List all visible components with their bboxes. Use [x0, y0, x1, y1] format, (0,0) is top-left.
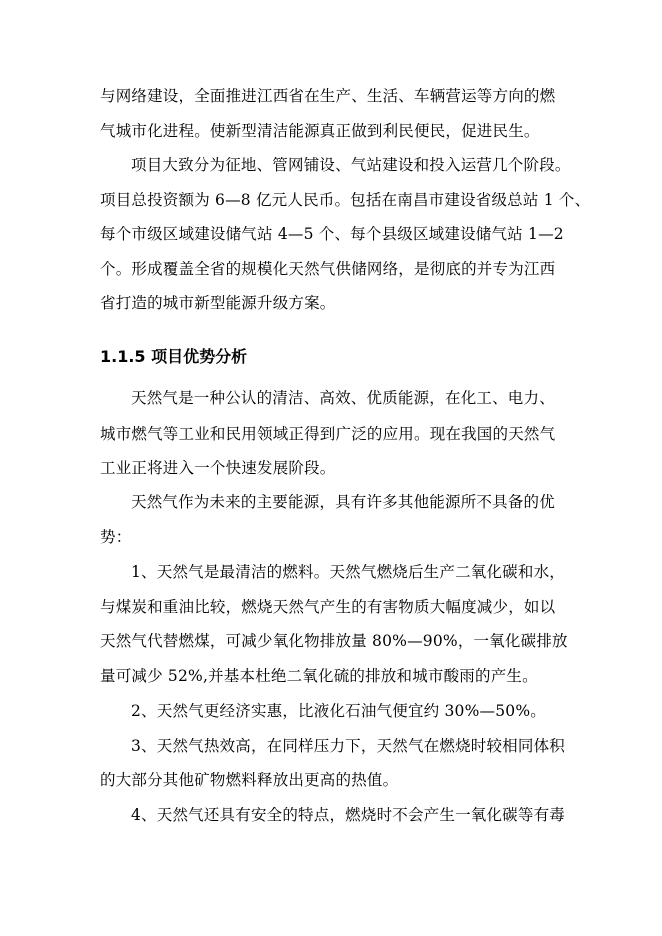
paragraph-line: 4、天然气还具有安全的特点，燃烧时不会产生一氧化碳等有毒: [131, 806, 565, 824]
paragraph-line: 城市燃气等工业和民用领域正得到广泛的应用。现在我国的天然气: [100, 425, 556, 443]
paragraph-line: 天然气代替燃煤，可减少氧化物排放量 80%—90%，一氧化碳排放: [100, 632, 568, 650]
paragraph-line: 与煤炭和重油比较，燃烧天然气产生的有害物质大幅度减少，如以: [100, 598, 556, 616]
paragraph-line: 气城市化进程。使新型清洁能源真正做到利民便民，促进民生。: [100, 122, 540, 140]
paragraph-line: 天然气作为未来的主要能源，具有许多其他能源所不具备的优: [131, 493, 555, 511]
paragraph-line: 项目总投资额为 6—8 亿元人民币。包括在南昌市建设省级总站 1 个、: [100, 191, 591, 209]
section-heading: 1.1.5 项目优势分析: [100, 347, 248, 366]
paragraph-line: 天然气是一种公认的清洁、高效、优质能源，在化工、电力、: [131, 389, 555, 407]
paragraph-line: 2、天然气更经济实惠，比液化石油气便宜约 30%—50%。: [131, 702, 546, 720]
paragraph-line: 3、天然气热效高，在同样压力下，天然气在燃烧时较相同体积: [131, 737, 565, 755]
paragraph-line: 的大部分其他矿物燃料释放出更高的热值。: [100, 771, 399, 789]
paragraph-line: 势：: [100, 528, 132, 546]
paragraph-line: 1、天然气是最清洁的燃料。天然气燃烧后生产二氧化碳和水，: [131, 563, 565, 581]
paragraph-line: 每个市级区域建设储气站 4—5 个、每个县级区域建设储气站 1—2: [100, 225, 564, 243]
paragraph-line: 与网络建设，全面推进江西省在生产、生活、车辆营运等方向的燃: [100, 87, 556, 105]
paragraph-line: 量可减少 52%,并基本杜绝二氧化硫的排放和城市酸雨的产生。: [100, 667, 538, 685]
paragraph-line: 工业正将进入一个快速发展阶段。: [100, 459, 336, 477]
paragraph-line: 省打造的城市新型能源升级方案。: [100, 294, 336, 312]
paragraph-line: 个。形成覆盖全省的规模化天然气供储网络，是彻底的并专为江西: [100, 260, 556, 278]
paragraph-line: 项目大致分为征地、管网铺设、气站建设和投入运营几个阶段。: [131, 156, 571, 174]
